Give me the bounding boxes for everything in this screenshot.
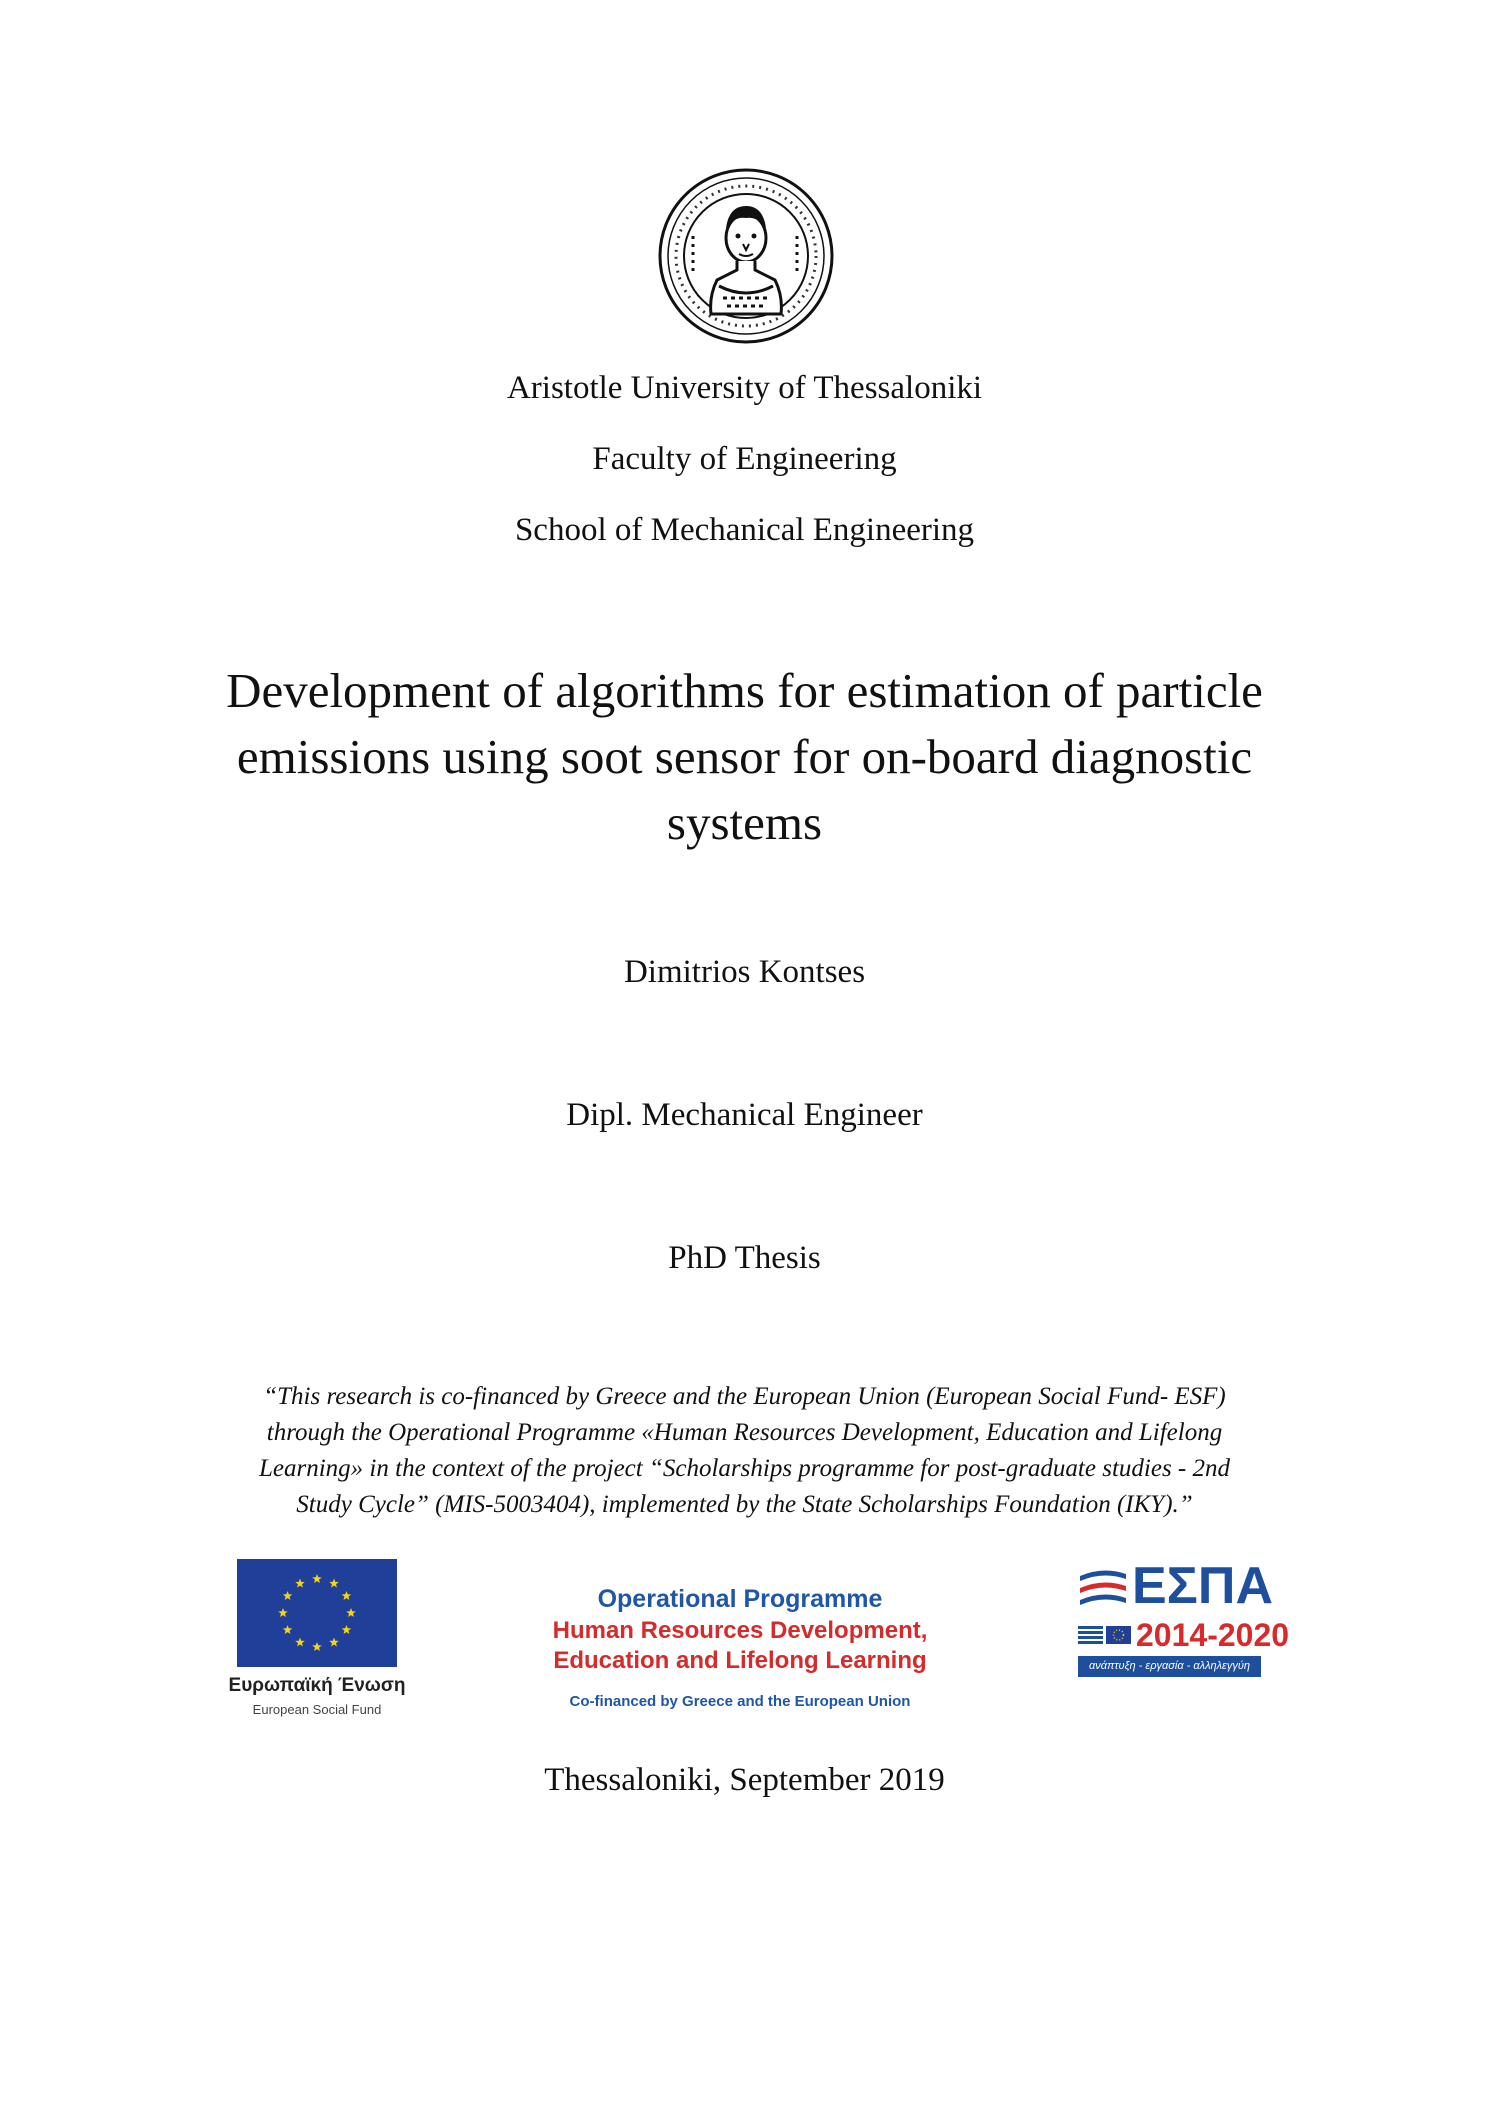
eu-star-icon [312,1574,322,1583]
eu-caption-greek: Ευρωπαϊκή Ένωση [228,1675,406,1696]
op-line-1: Operational Programme [597,1585,883,1613]
eu-star-icon [342,1625,352,1634]
eu-flag [237,1559,397,1667]
faculty-name: Faculty of Engineering [592,441,897,477]
eu-stars-icon [237,1559,397,1667]
eu-star-icon [329,1637,339,1646]
espa-years: 2014-2020 [1136,1617,1290,1653]
eu-star-icon [283,1591,293,1600]
eu-star-icon [295,1579,305,1588]
eu-star-icon [295,1637,305,1646]
funding-line: “This research is co-financed by Greece and the European Union (European Social Fund- ESF) [263,1383,1226,1410]
op-line-4: Co-financed by Greece and the European Union [569,1693,911,1710]
place-and-date: Thessaloniki, September 2019 [544,1762,945,1798]
thesis-type: PhD Thesis [668,1240,821,1276]
eu-caption-english: European Social Fund [252,1702,382,1717]
thesis-title-line: Development of algorithms for estimation of particle [226,663,1263,718]
greece-eu-flags-icon [1078,1626,1132,1646]
eu-star-icon [312,1642,322,1651]
university-name: Aristotle University of Thessaloniki [506,370,983,406]
espa-swoosh-icon [1078,1566,1128,1614]
op-line-3: Education and Lifelong Learning [553,1647,927,1674]
university-seal-logo [657,166,835,346]
thesis-title-line: emissions using soot sensor for on-board diagnostic [236,729,1253,784]
eu-star-icon [342,1591,352,1600]
funding-line: Study Cycle” (MIS-5003404), implemented by the State Scholarships Foundation (IKY).” [296,1491,1193,1518]
eu-star-icon [278,1608,288,1617]
op-line-2: Human Resources Development, [552,1617,928,1644]
thesis-title-line: systems [666,795,823,850]
eu-star-icon [346,1608,356,1617]
author-degree: Dipl. Mechanical Engineer [566,1097,923,1133]
thesis-title [190,658,1299,856]
eu-star-icon [329,1579,339,1588]
funding-line: Learning» in the context of the project “Scholarships programme for post-graduate studies - 2nd [259,1455,1230,1482]
espa-name: ΕΣΠΑ [1132,1557,1273,1615]
school-name: School of Mechanical Engineering [514,512,975,548]
espa-tagline: ανάπτυξη - εργασία - αλληλεγγύη [1078,1656,1261,1677]
funding-statement [190,1379,1299,1523]
eu-star-icon [283,1625,293,1634]
author-name: Dimitrios Kontses [623,954,866,990]
funding-line: through the Operational Programme «Human Resources Development, Education and Lifelong [266,1419,1223,1446]
